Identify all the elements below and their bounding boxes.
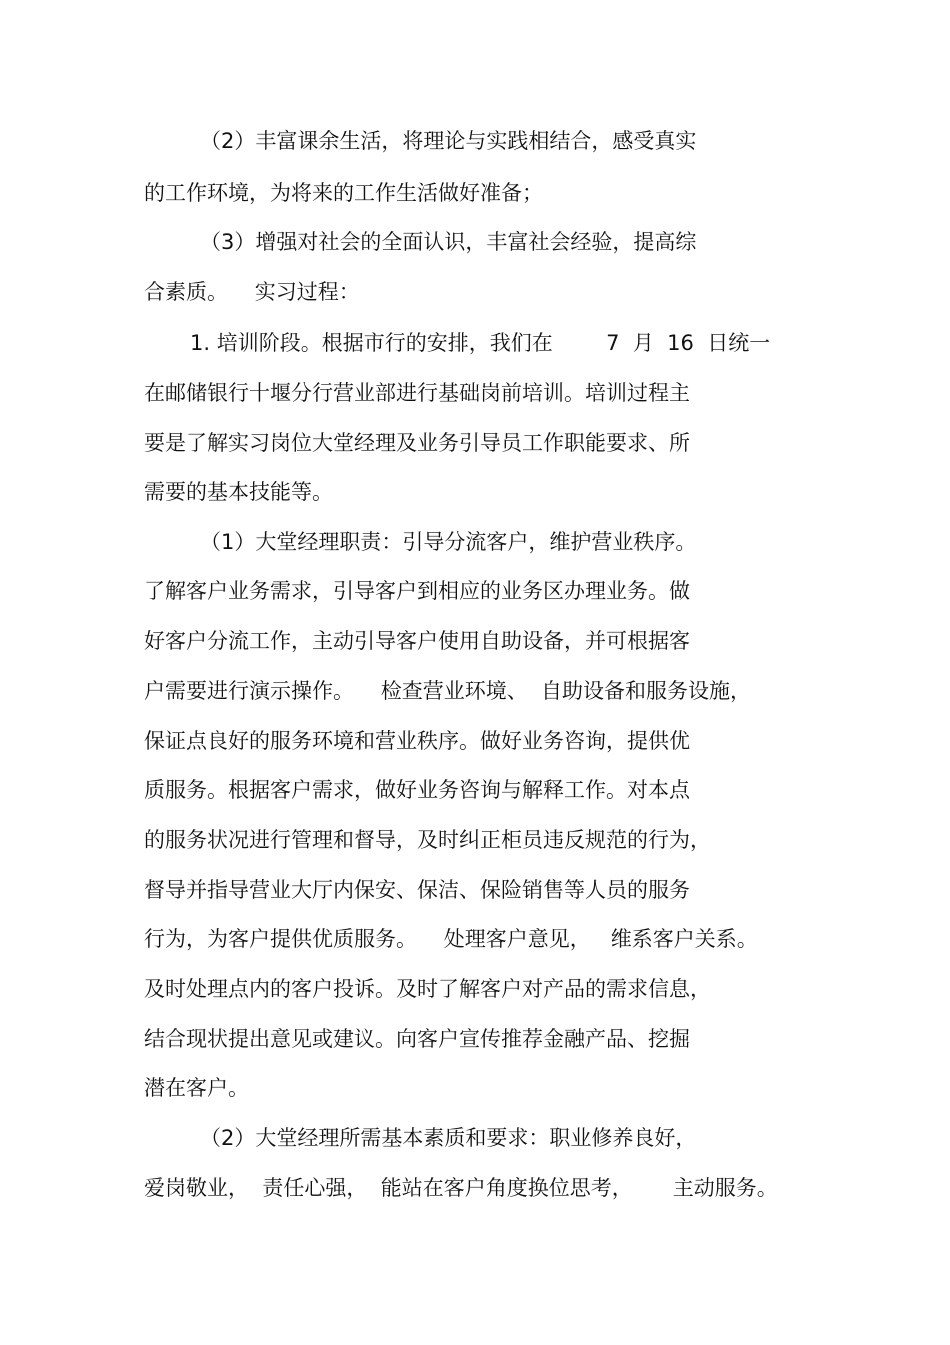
paragraph-line: 在邮储银行十堰分行营业部进行基础岗前培训。培训过程主 [144,381,690,405]
paragraph-line: 需要的基本技能等。 [144,480,333,504]
paragraph-line: 的服务状况进行管理和督导，及时纠正柜员违反规范的行为， [144,828,711,852]
paragraph-line: （2）丰富课余生活，将理论与实践相结合，感受真实 [200,129,697,153]
section-heading-line: 合素质。 实习过程： [144,280,360,304]
paragraph-line: 的工作环境，为将来的工作生活做好准备； [144,181,543,205]
paragraph-line: 行为，为客户提供优质服务。 处理客户意见， 维系客户关系。 [144,927,758,951]
paragraph-line: 了解客户业务需求，引导客户到相应的业务区办理业务。做 [144,579,690,603]
paragraph-line: 保证点良好的服务环境和营业秩序。做好业务咨询，提供优 [144,729,690,753]
paragraph-line: 爱岗敬业， 责任心强， 能站在客户角度换位思考， 主动服务。 [144,1176,778,1200]
paragraph-line: 结合现状提出意见或建议。向客户宣传推荐金融产品、挖掘 [144,1027,690,1051]
paragraph-line: 好客户分流工作，主动引导客户使用自助设备，并可根据客 [144,629,690,653]
paragraph-line: 1. 培训阶段。根据市行的安排，我们在 7 月 16 日统一 [190,331,771,355]
paragraph-line: 要是了解实习岗位大堂经理及业务引导员工作职能要求、所 [144,431,690,455]
paragraph-line: （3）增强对社会的全面认识，丰富社会经验，提高综 [200,230,697,254]
paragraph-line: 及时处理点内的客户投诉。及时了解客户对产品的需求信息， [144,977,711,1001]
paragraph-line: 质服务。根据客户需求，做好业务咨询与解释工作。对本点 [144,778,690,802]
paragraph-line: 户需要进行演示操作。 检查营业环境、 自助设备和服务设施， [144,679,752,703]
paragraph-line: （1）大堂经理职责：引导分流客户，维护营业秩序。 [200,530,697,554]
paragraph-line: 潜在客户。 [144,1076,249,1100]
paragraph-line: 督导并指导营业大厅内保安、保洁、保险销售等人员的服务 [144,878,690,902]
paragraph-line: （2）大堂经理所需基本素质和要求：职业修养良好， [200,1126,697,1150]
